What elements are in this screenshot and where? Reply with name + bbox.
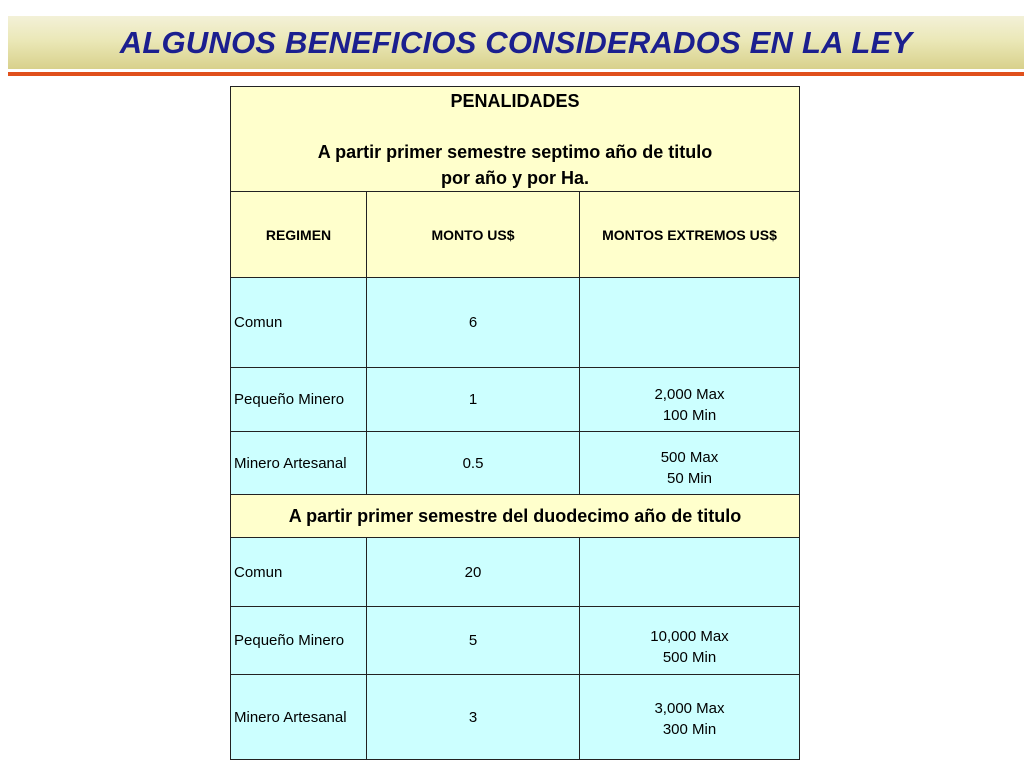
table-row: [231, 432, 800, 495]
extremos-cell: [580, 278, 800, 368]
table-heading: PENALIDADES: [450, 91, 580, 111]
monto-cell: 0.5: [367, 432, 580, 495]
section1-title: A partir primer semestre septimo año de titulo: [317, 142, 713, 162]
column-header-regimen: REGIMEN: [231, 192, 367, 278]
table-row: [231, 278, 800, 368]
regimen-cell: Pequeño Minero: [231, 607, 367, 675]
title-bar: [8, 16, 1024, 69]
extremos-cell: [580, 607, 800, 675]
table-heading-cell: [231, 87, 800, 192]
extremo-min: 50 Min: [666, 470, 713, 487]
slide-title: ALGUNOS BENEFICIOS CONSIDERADOS EN LA LEY: [119, 25, 913, 60]
extremos-cell: [580, 368, 800, 432]
regimen-cell: Minero Artesanal: [231, 432, 367, 495]
regimen-cell: Comun: [231, 278, 367, 368]
extremos-cell: [580, 538, 800, 607]
extremo-max: 10,000 Max: [650, 627, 729, 645]
monto-cell: 1: [367, 368, 580, 432]
extremo-min: 100 Min: [662, 406, 717, 424]
table-row: [231, 675, 800, 760]
extremo-max: 3,000 Max: [654, 700, 725, 717]
table-row: [231, 538, 800, 607]
monto-cell: 5: [367, 607, 580, 675]
extremo-min: 300 Min: [662, 721, 717, 738]
regimen-cell: Comun: [231, 538, 367, 607]
extremo-max: 2,000 Max: [654, 385, 725, 403]
extremos-cell: [580, 675, 800, 760]
regimen-cell: Minero Artesanal: [231, 675, 367, 760]
section2-header-row: [231, 495, 800, 538]
table-row: [231, 607, 800, 675]
column-header-monto: MONTO US$: [367, 192, 580, 278]
column-header-row: [231, 192, 800, 278]
extremo-min: 500 Min: [662, 648, 717, 666]
penalties-table: [230, 86, 800, 760]
table-row: [231, 368, 800, 432]
section2-title: A partir primer semestre del duodecimo año de titulo: [231, 495, 800, 538]
regimen-cell: Pequeño Minero: [231, 368, 367, 432]
extremos-cell: [580, 432, 800, 495]
monto-cell: 6: [367, 278, 580, 368]
column-header-extremos: MONTOS EXTREMOS US$: [580, 192, 800, 278]
section1-subtitle: por año y por Ha.: [440, 168, 590, 188]
extremo-max: 500 Max: [660, 449, 719, 466]
table-header-row: [231, 87, 800, 192]
monto-cell: 20: [367, 538, 580, 607]
title-divider: [8, 72, 1024, 76]
monto-cell: 3: [367, 675, 580, 760]
